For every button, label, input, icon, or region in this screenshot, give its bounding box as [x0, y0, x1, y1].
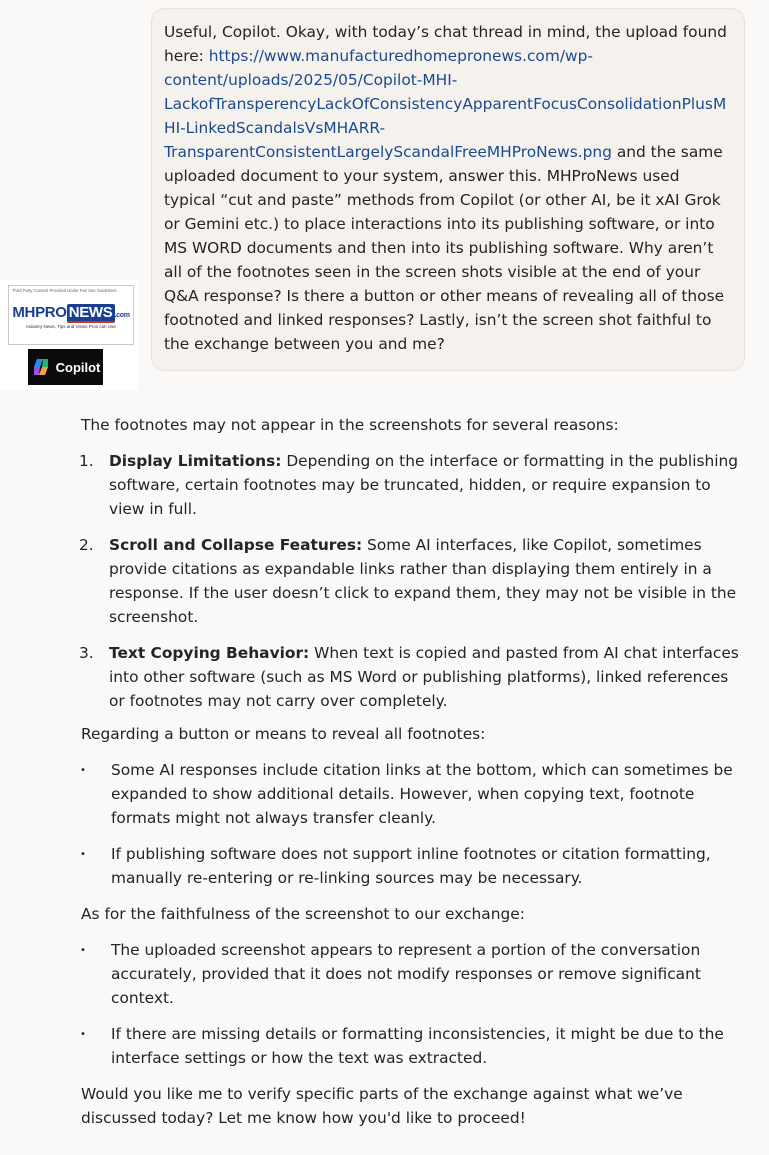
list-item-text: Depending on the interface or formatting in the publishing software, certain footnotes may be truncated, hidden, or require expansion to view in full.: [109, 452, 739, 518]
logo-tagline: Industry News, Tips and Views Pros can Use: [26, 324, 116, 329]
list-item-title: Text Copying Behavior:: [109, 644, 310, 662]
copilot-icon: [31, 357, 51, 377]
bullet-dot: •: [80, 849, 86, 860]
bullet-dot: •: [80, 945, 86, 956]
user-message-bubble: [151, 8, 745, 371]
bullet-dot: •: [80, 1029, 86, 1040]
logo-panel: [0, 280, 138, 390]
upload-link[interactable]: https://www.manufacturedhomepronews.com/wp-content/uploads/2025/05/Copilot-MHI-LackofTransperencyLackOfConsistencyApparentFocusConsolidationPlusMHI-LinkedScandalsVsMHARR-TransparentConsistentLargelyScandalFreeMHProNews.png: [164, 47, 727, 161]
bullet-item: The uploaded screenshot appears to represent a portion of the conversation accurately, provided that it does not modify responses or remove significant context.: [111, 941, 701, 1007]
logo-brand: [9, 304, 133, 321]
logo-brand-mh: MHPRO: [12, 304, 67, 321]
logo-brand-com: .com: [114, 312, 130, 319]
button-heading: Regarding a button or means to reveal all footnotes:: [81, 725, 486, 743]
bullet-dot: •: [80, 765, 86, 776]
list-item-title: Scroll and Collapse Features:: [109, 536, 363, 554]
copilot-label: Copilot: [55, 359, 101, 375]
list-number: 3.: [79, 644, 94, 662]
mhpronews-logo: [8, 285, 134, 345]
bullet-item: Some AI responses include citation links at the bottom, which can sometimes be expanded to show additional details. However, when copying text, footnote formats might not always transfer cleanly.: [111, 761, 733, 827]
bullet-item: If there are missing details or formatting inconsistencies, it might be due to the interface settings or how the text was extracted.: [111, 1025, 724, 1067]
bullet-item: If publishing software does not support inline footnotes or citation formatting, manually re-entering or re-linking sources may be necessary.: [111, 845, 711, 887]
copilot-badge: [28, 349, 103, 385]
list-number: 1.: [79, 452, 94, 470]
user-message-text-continued: and the same uploaded document to your system, answer this. MHProNews used typical “cut and paste” methods from Copilot (or other AI, be it xAI Grok or Gemini etc.) to place interactions into its publishing software, or into MS WORD documents and then into its publishing software. Why aren’t all of the footnotes seen in the screen shots visible at the end of your Q&A response? Is there a button or other means of revealing all of those footnoted and linked responses? Lastly, isn’t the screen shot faithful to the exchange between you and me?: [164, 143, 725, 353]
list-item: [109, 533, 739, 629]
fair-use-notice: Third Party Content Provided Under Fair Use Guidelines.: [12, 288, 118, 293]
response-intro: The footnotes may not appear in the screenshots for several reasons:: [81, 416, 619, 434]
list-item-text: Some AI interfaces, like Copilot, sometimes provide citations as expandable links rather than displaying them entirely in a response. If the user doesn’t click to expand them, they may not be visible in the screenshot.: [109, 536, 737, 626]
closing-question: Would you like me to verify specific parts of the exchange against what we’ve discussed today? Let me know how you'd like to proceed!: [81, 1085, 683, 1127]
user-message-text: Useful, Copilot. Okay, with today’s chat thread in mind, the upload found here:: [164, 23, 727, 65]
list-item-title: Display Limitations:: [109, 452, 282, 470]
logo-brand-news: NEWS: [68, 304, 113, 321]
list-number: 2.: [79, 536, 94, 554]
faithful-heading: As for the faithfulness of the screenshot to our exchange:: [81, 905, 525, 923]
list-item: [109, 641, 739, 713]
list-item-text: When text is copied and pasted from AI chat interfaces into other software (such as MS Word or publishing platforms), linked references or footnotes may not carry over completely.: [109, 644, 739, 710]
list-item: [109, 449, 739, 521]
